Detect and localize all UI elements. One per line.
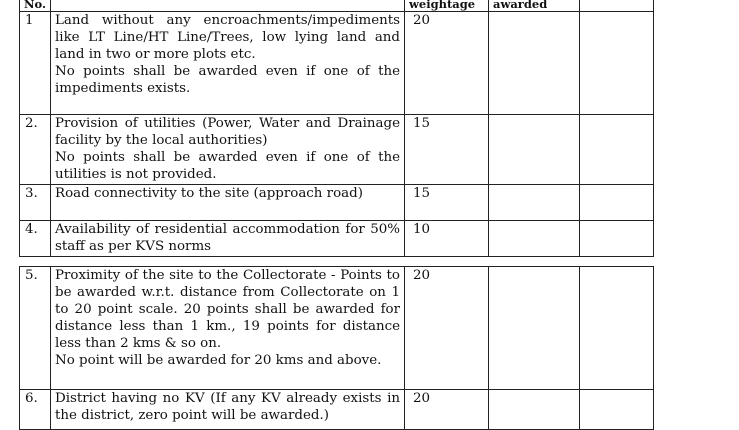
row-weightage: 10 (405, 221, 489, 257)
table-row (20, 221, 654, 257)
criteria-text: Provision of utilities (Power, Water and Drainage facility by the local authorities) (55, 116, 400, 148)
row-weightage: 15 (405, 185, 489, 221)
row-awarded (489, 390, 580, 430)
criteria-table-top (19, 0, 654, 257)
criteria-text: Availability of residential accommodation for 50% staff as per KVS norms (55, 222, 400, 254)
header-criteria (51, 0, 405, 12)
row-awarded (489, 185, 580, 221)
header-no: No. (20, 0, 51, 12)
header-weightage: weightage (405, 0, 489, 12)
row-remarks (580, 12, 654, 115)
row-criteria (51, 267, 405, 390)
row-awarded (489, 12, 580, 115)
criteria-text: Proximity of the site to the Collectorate - Points to be awarded w.r.t. distance from Collectorate on 1 to 20 point scale. 20 points shall be awarded for distance less than 1 km., 19 points for distance less than 2 kms & so on. (55, 268, 400, 351)
row-weightage: 15 (405, 115, 489, 185)
row-number: 3. (20, 185, 51, 221)
row-weightage: 20 (405, 267, 489, 390)
table-row (20, 115, 654, 185)
table-row (20, 185, 654, 221)
row-remarks (580, 115, 654, 185)
header-remarks (580, 0, 654, 12)
table-row (20, 12, 654, 115)
row-remarks (580, 390, 654, 430)
criteria-note: No point will be awarded for 20 kms and above. (55, 353, 382, 368)
row-awarded (489, 221, 580, 257)
row-criteria (51, 12, 405, 115)
row-criteria (51, 390, 405, 430)
row-criteria (51, 185, 405, 221)
row-number: 2. (20, 115, 51, 185)
row-remarks (580, 221, 654, 257)
row-remarks (580, 185, 654, 221)
row-weightage: 20 (405, 12, 489, 115)
criteria-text: Land without any encroachments/impediments like LT Line/HT Line/Trees, low lying land and land in two or more plots etc. (55, 13, 400, 62)
row-awarded (489, 115, 580, 185)
criteria-text: District having no KV (If any KV already exists in the district, zero point will be awarded.) (55, 391, 400, 423)
criteria-table-bottom (19, 266, 654, 430)
header-row (20, 0, 654, 12)
criteria-note: No points shall be awarded even if one of the utilities is not provided. (55, 150, 400, 182)
row-criteria (51, 115, 405, 185)
criteria-note: No points shall be awarded even if one of the impediments exists. (55, 64, 400, 96)
row-remarks (580, 267, 654, 390)
row-awarded (489, 267, 580, 390)
table-row (20, 267, 654, 390)
row-number: 6. (20, 390, 51, 430)
criteria-text: Road connectivity to the site (approach road) (55, 186, 363, 201)
row-number: 5. (20, 267, 51, 390)
row-number: 4. (20, 221, 51, 257)
table-row (20, 390, 654, 430)
header-awarded: awarded (489, 0, 580, 12)
row-weightage: 20 (405, 390, 489, 430)
row-criteria (51, 221, 405, 257)
row-number: 1 (20, 12, 51, 115)
